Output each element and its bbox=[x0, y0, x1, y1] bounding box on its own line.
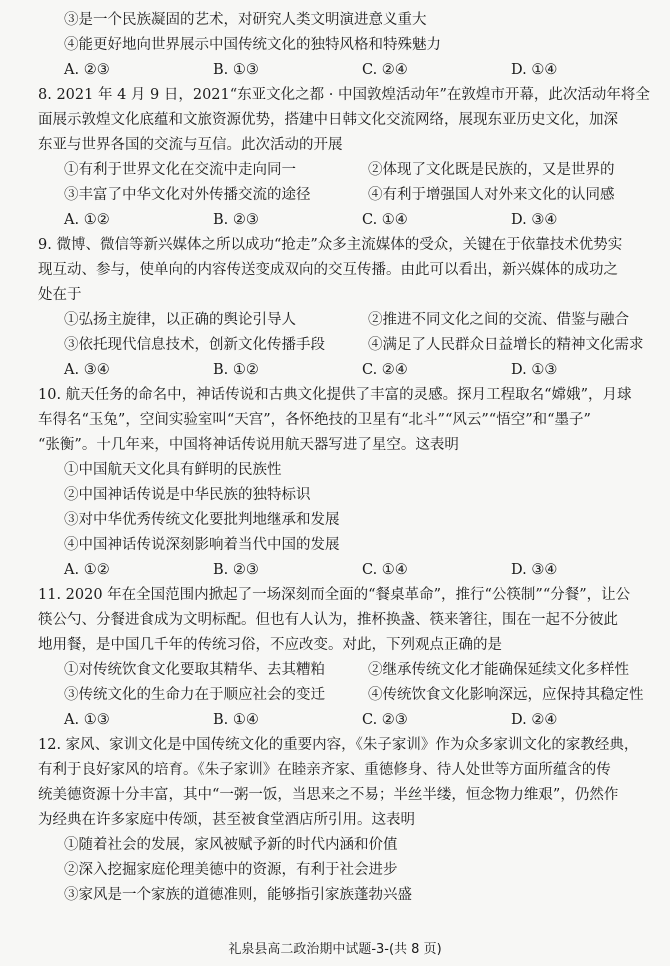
q10-option-d: D. ③④ bbox=[511, 562, 558, 578]
q8-statement-2: ②体现了文化既是民族的，又是世界的 bbox=[368, 162, 615, 178]
q10-statement-1: ①中国航天文化具有鲜明的民族性 bbox=[64, 462, 282, 478]
q9-statement-2: ②推进不同文化之间的交流、借鉴与融合 bbox=[368, 312, 629, 328]
q9-stem-line-1: 9. 微博、微信等新兴媒体之所以成功“抢走”众多主流媒体的受众，关键在于依靠技术优势实 bbox=[38, 237, 623, 253]
q11-stem-line-1: 11. 2020 年在全国范围内掀起了一场深刻而全面的“餐桌革命”，推行“公筷制”“分餐”，让公 bbox=[38, 587, 631, 603]
q9-stem-line-3: 处在于 bbox=[38, 287, 82, 303]
q11-option-b: B. ①④ bbox=[213, 712, 259, 728]
q10-option-c: C. ①④ bbox=[362, 562, 408, 578]
q9-option-b: B. ①② bbox=[213, 362, 259, 378]
q12-stem-line-3: 统美德资源十分丰富，其中“一粥一饭，当思来之不易；半丝半缕，恒念物力维艰”，仍然作 bbox=[38, 787, 619, 803]
q12-stem-line-1: 12. 家风、家训文化是中国传统文化的重要内容，《朱子家训》作为众多家训文化的家教经典， bbox=[38, 737, 639, 753]
q9-statement-3: ③依托现代信息技术，创新文化传播手段 bbox=[64, 337, 325, 353]
q8-stem-line-2: 面展示敦煌文化底蕴和文旅资源优势，搭建中日韩文化交流网络，展现东亚历史文化，加深 bbox=[38, 112, 618, 128]
q9-statement-4: ④满足了人民群众日益增长的精神文化需求 bbox=[368, 337, 644, 353]
q11-statements-row-1 bbox=[38, 658, 660, 683]
q8-statement-1: ①有利于世界文化在交流中走向同一 bbox=[64, 162, 296, 178]
q9-options bbox=[38, 358, 660, 383]
q10-statement-3: ③对中华优秀传统文化要批判地继承和发展 bbox=[64, 512, 340, 528]
q8-options bbox=[38, 208, 660, 233]
q10-stem-line-2: 车得名“玉兔”，空间实验室叫“天宫”，各怀绝技的卫星有“北斗”“风云”“悟空”和“墨子” bbox=[38, 412, 591, 428]
q8-option-c: C. ①④ bbox=[362, 212, 408, 228]
q9-statements-row-2 bbox=[38, 333, 660, 358]
q7-options bbox=[38, 58, 660, 83]
q12-statement-2: ②深入挖掘家庭伦理美德中的资源，有利于社会进步 bbox=[64, 862, 398, 878]
q8-statement-3: ③丰富了中华文化对外传播交流的途径 bbox=[64, 187, 311, 203]
q11-option-a: A. ①③ bbox=[64, 712, 110, 728]
q10-stem-line-1: 10. 航天任务的命名中，神话传说和古典文化提供了丰富的灵感。探月工程取名“嫦娥”，月球 bbox=[38, 387, 632, 403]
q11-statements-row-2 bbox=[38, 683, 660, 708]
q12-stem-line-2: 有利于良好家风的培育。《朱子家训》在睦亲齐家、重德修身、待人处世等方面所蕴含的传 bbox=[38, 762, 611, 778]
q11-statement-4: ④传统饮食文化影响深远，应保持其稳定性 bbox=[368, 687, 644, 703]
q12-statement-1: ①随着社会的发展，家风被赋予新的时代内涵和价值 bbox=[64, 837, 398, 853]
q8-option-a: A. ①② bbox=[64, 212, 110, 228]
q11-option-d: D. ②④ bbox=[511, 712, 558, 728]
q11-option-c: C. ②③ bbox=[362, 712, 408, 728]
q8-stem-line-3: 东亚与世界各国的交流与互信。此次活动的开展 bbox=[38, 137, 343, 153]
q8-statements-row-1 bbox=[38, 158, 660, 183]
q7-statement-3: ③是一个民族凝固的艺术，对研究人类文明演进意义重大 bbox=[64, 12, 427, 28]
q12-statement-3: ③家风是一个家族的道德准则，能够指引家族蓬勃兴盛 bbox=[64, 887, 412, 903]
q8-stem-line-1: 8. 2021 年 4 月 9 日，2021“东亚文化之都 · 中国敦煌活动年”在敦煌市开幕，此次活动年将全 bbox=[38, 87, 650, 103]
q9-option-c: C. ②④ bbox=[362, 362, 408, 378]
q7-statement-4: ④能更好地向世界展示中国传统文化的独特风格和特殊魅力 bbox=[64, 37, 441, 53]
q11-statement-3: ③传统文化的生命力在于顺应社会的变迁 bbox=[64, 687, 325, 703]
q10-options bbox=[38, 558, 660, 583]
q10-statement-2: ②中国神话传说是中华民族的独特标识 bbox=[64, 487, 311, 503]
q10-stem-line-3: “张衡”。十几年来，中国将神话传说用航天器写进了星空。这表明 bbox=[38, 437, 459, 453]
q9-option-a: A. ③④ bbox=[64, 362, 110, 378]
q11-stem-line-3: 地用餐，是中国几千年的传统习俗，不应改变。对此，下列观点正确的是 bbox=[38, 637, 502, 653]
q9-statements-row-1 bbox=[38, 308, 660, 333]
q9-statement-1: ①弘扬主旋律，以正确的舆论引导人 bbox=[64, 312, 296, 328]
q11-statement-1: ①对传统饮食文化要取其精华、去其糟粕 bbox=[64, 662, 325, 678]
q8-statement-4: ④有利于增强国人对外来文化的认同感 bbox=[368, 187, 615, 203]
q10-statement-4: ④中国神话传说深刻影响着当代中国的发展 bbox=[64, 537, 340, 553]
q7-option-b: B. ①③ bbox=[213, 62, 259, 78]
q7-option-c: C. ②④ bbox=[362, 62, 408, 78]
q8-statements-row-2 bbox=[38, 183, 660, 208]
q10-option-a: A. ①② bbox=[64, 562, 110, 578]
page-footer: 礼泉县高二政治期中试题-3-(共 8 页) bbox=[228, 942, 442, 957]
q10-option-b: B. ②③ bbox=[213, 562, 259, 578]
q9-stem-line-2: 现互动、参与，使单向的内容传送变成双向的交互传播。由此可以看出，新兴媒体的成功之 bbox=[38, 262, 618, 278]
q7-option-d: D. ①④ bbox=[511, 62, 558, 78]
q12-stem-line-4: 为经典在许多家庭中传颂，甚至被食堂酒店所引用。这表明 bbox=[38, 812, 415, 828]
q8-option-d: D. ③④ bbox=[511, 212, 558, 228]
q7-option-a: A. ②③ bbox=[64, 62, 110, 78]
q8-option-b: B. ②③ bbox=[213, 212, 259, 228]
q11-stem-line-2: 筷公勺、分餐进食成为文明标配。但也有人认为，推杯换盏、筷来箸往，围在一起不分彼此 bbox=[38, 612, 618, 628]
page-content bbox=[38, 8, 660, 908]
q11-options bbox=[38, 708, 660, 733]
q9-option-d: D. ①③ bbox=[511, 362, 558, 378]
q11-statement-2: ②继承传统文化才能确保延续文化多样性 bbox=[368, 662, 629, 678]
